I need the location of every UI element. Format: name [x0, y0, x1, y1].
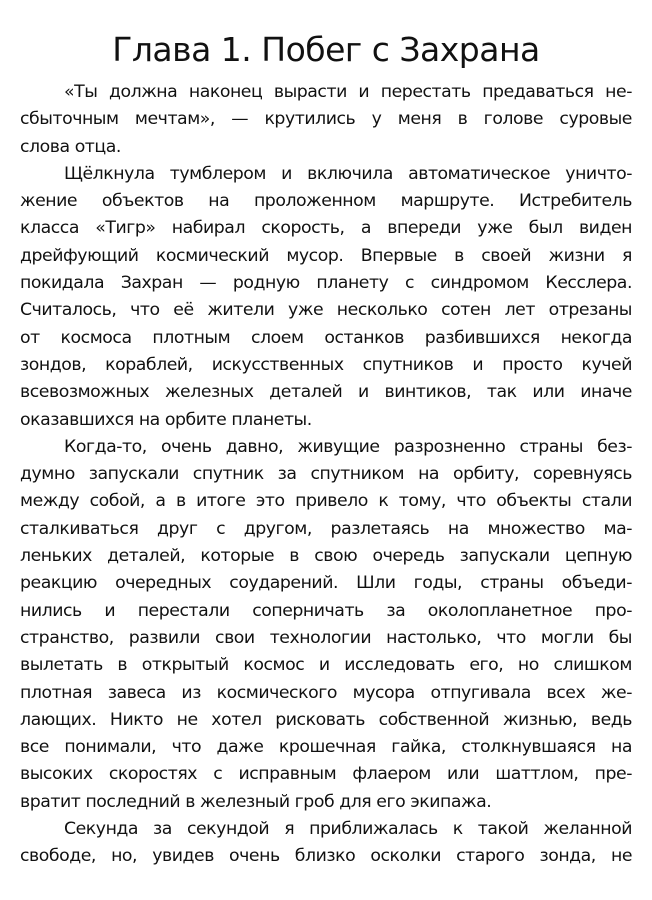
paragraph-1 [20, 79, 632, 161]
paragraph-line: вратит последний в железный гроб для его экипажа. [20, 791, 492, 812]
paragraph-line: зондов, кораблей, искусственных спутников и просто кучей [20, 354, 632, 375]
paragraph-line: покидала Захран — родную планету с синдромом Кесслера. [20, 273, 632, 294]
paragraph-line: дрейфующий космический мусор. Впервые в своей жизни я [20, 245, 632, 266]
chapter-body [20, 79, 632, 871]
paragraph-line: от космоса плотным слоем останков разбившихся некогда [20, 327, 632, 348]
paragraph-line: всевозможных железных деталей и винтиков, так или иначе [20, 382, 632, 403]
paragraph-line: странство, развили свои технологии настолько, что могли бы [20, 627, 632, 648]
paragraph-line: слова отца. [20, 136, 121, 157]
paragraph-2 [20, 161, 632, 434]
paragraph-line: Считалось, что её жители уже несколько сотен лет отрезаны [20, 300, 632, 321]
paragraph-line: свободе, но, увидев очень близко осколки старого зонда, не [20, 846, 632, 867]
paragraph-line: нились и перестали соперничать за околопланетное про- [20, 600, 632, 621]
chapter-title: Глава 1. Побег с Захрана [112, 30, 540, 70]
paragraph-line: думно запускали спутник за спутником на орбиту, соревнуясь [20, 464, 632, 485]
paragraph-line: высоких скоростях с исправным флаером или шаттлом, пре- [20, 764, 632, 785]
paragraph-line: «Ты должна наконец вырасти и перестать предаваться не- [64, 82, 632, 102]
paragraph-line: класса «Тигр» набирал скорость, а впереди уже был виден [20, 218, 632, 239]
paragraph-line: Секунда за секундой я приближалась к такой желанной [64, 819, 632, 840]
paragraph-3 [20, 434, 632, 816]
paragraph-line: между собой, а в итоге это привело к тому, что объекты стали [20, 491, 632, 512]
paragraph-line: вылетать в открытый космос и исследовать его, но слишком [20, 655, 632, 676]
paragraph-line: сталкиваться друг с другом, разлетаясь на множество ма- [20, 518, 632, 539]
paragraph-line: леньких деталей, которые в свою очередь запускали цепную [20, 546, 632, 567]
paragraph-4 [20, 816, 632, 871]
paragraph-line: Когда-то, очень давно, живущие разрозненно страны без- [64, 436, 632, 457]
paragraph-line: плотная завеса из космического мусора отпугивала всех же- [20, 682, 632, 703]
paragraph-line: сбыточным мечтам», — крутились у меня в голове суровые [20, 109, 632, 130]
paragraph-line: оказавшихся на орбите планеты. [20, 409, 312, 430]
paragraph-line: Щёлкнула тумблером и включила автоматическое уничто- [64, 163, 632, 184]
paragraph-line: лающих. Никто не хотел рисковать собственной жизнью, ведь [20, 709, 632, 730]
paragraph-line: все понимали, что даже крошечная гайка, столкнувшаяся на [20, 737, 632, 758]
paragraph-line: жение объектов на проложенном маршруте. Истребитель [20, 191, 632, 212]
paragraph-line: реакцию очередных соударений. Шли годы, страны объеди- [20, 573, 632, 594]
